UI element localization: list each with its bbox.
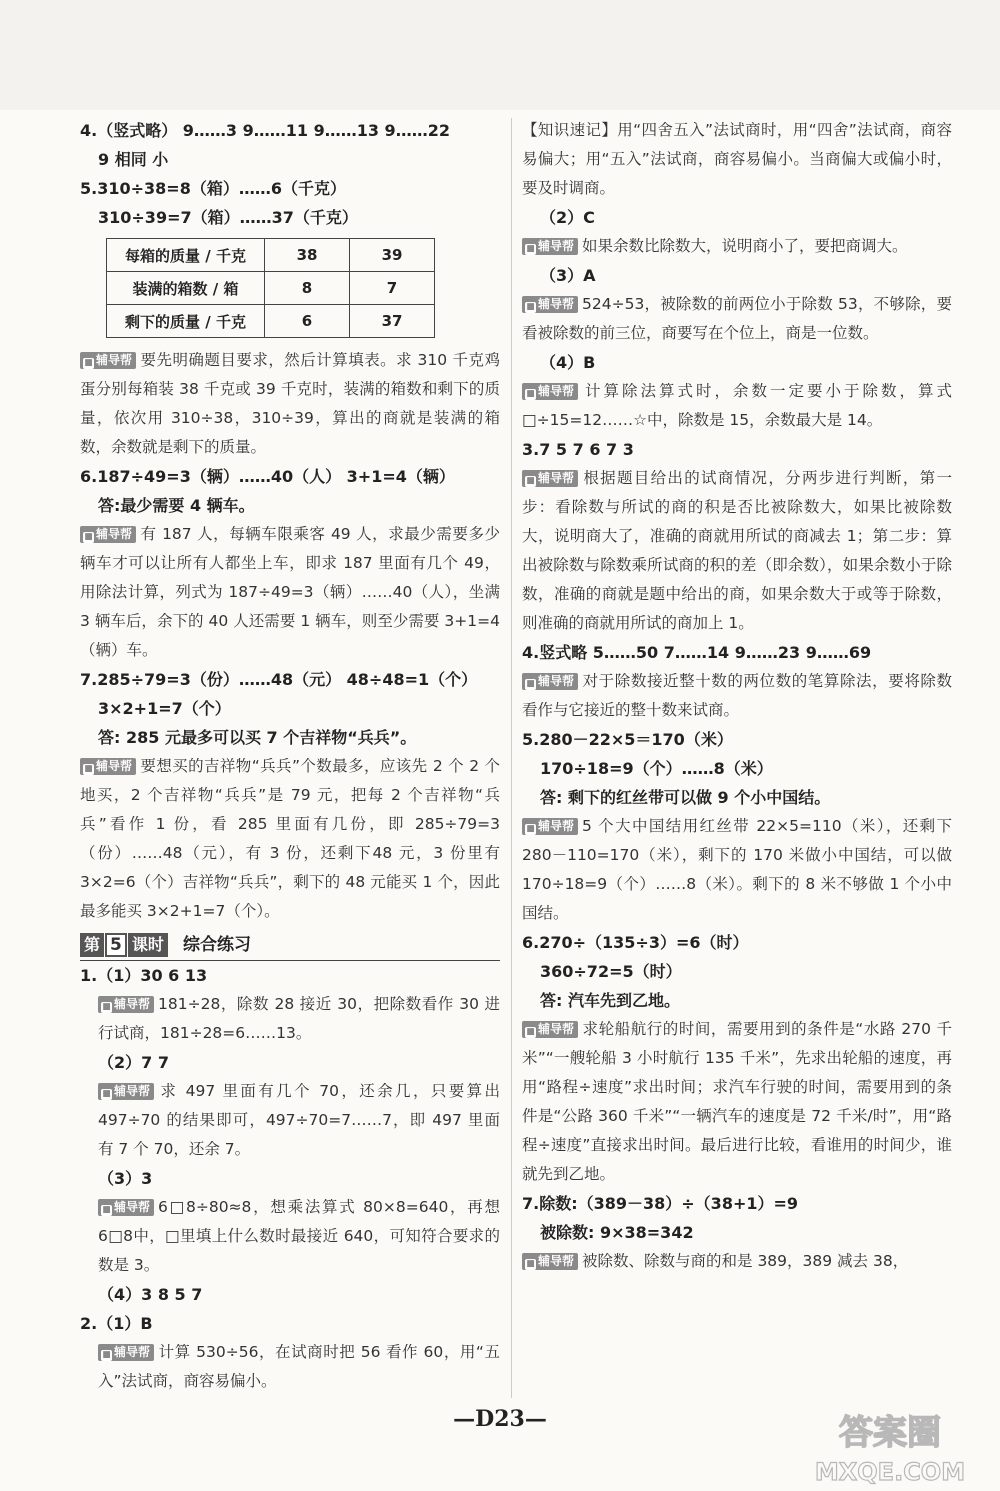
book-icon: ■	[84, 358, 93, 368]
help-badge: ■ 辅导帮	[98, 996, 154, 1013]
lesson-title: 综合练习	[182, 935, 251, 955]
q7-answer-cont: 3×2+1=7（个）	[98, 699, 231, 718]
s1-1-help: ■ 辅导帮 181÷28，除数 28 接近 30，把除数看作 30 进行试商，181÷28=6……13。	[98, 995, 500, 1042]
left-column	[80, 116, 500, 1396]
lesson-suffix: 课时	[128, 933, 168, 957]
q7-answer-right: 7.除数:（389－38）÷（38+1）=9	[522, 1194, 799, 1213]
table-cell: 37	[350, 305, 435, 338]
q7-answer: 7.285÷79=3（份）……48（元） 48÷48=1（个）	[80, 670, 478, 689]
help-badge: ■ 辅导帮	[522, 1021, 578, 1038]
help-badge: ■ 辅导帮	[522, 1253, 578, 1270]
help-badge: ■ 辅导帮	[522, 470, 578, 487]
q7-answer-final: 答: 285 元最多可以买 7 个吉祥物“兵兵”。	[98, 728, 417, 747]
q5-answer-right: 5.280－22×5＝170（米）	[522, 730, 733, 749]
watermark-url: MXQE.COM	[814, 1458, 966, 1486]
book-icon: ■	[84, 764, 93, 774]
knowledge-note: 【知识速记】用“四舍五入”法试商时，用“四舍”法试商，商容易偏大；用“五入”法试商，商容易偏小。当商偏大或偏小时，要及时调商。	[522, 121, 952, 197]
help-badge: ■ 辅导帮	[522, 383, 578, 400]
q4-answer-cont: 9 相同 小	[98, 150, 169, 169]
column-divider	[511, 118, 512, 1398]
help-badge: ■ 辅导帮	[522, 818, 578, 835]
q7-help-right: ■ 辅导帮 被除数、除数与商的和是 389，389 减去 38，	[522, 1247, 952, 1276]
help-badge: ■ 辅导帮	[98, 1083, 154, 1100]
r3-answer: （3）A	[540, 266, 596, 285]
help-badge: ■ 辅导帮	[522, 673, 578, 690]
book-icon: ■	[526, 679, 535, 689]
help-badge: ■ 辅导帮	[98, 1199, 154, 1216]
q5-answer-right-final: 答: 剩下的红丝带可以做 9 个小中国结。	[540, 788, 831, 807]
book-icon: ■	[102, 1089, 111, 1099]
table-row	[107, 239, 435, 272]
q6-answer: 6.187÷49=3（辆）……40（人） 3+1=4（辆）	[80, 467, 455, 486]
help-badge: ■ 辅导帮	[522, 238, 578, 255]
q3-help: ■ 辅导帮 根据题目给出的试商情况，分两步进行判断，第一步：看除数与所试的商的积是否比被除数大，如果比被除数大，说明商大了，准确的商就用所试的商减去 1；第二步：算出被除数与除数乘所试商的积的差（即余数），如果余数小于除数，准确的商就是题中给出的商，如果余数大于或等于除数，则准确的商就用所试的商加上 1。	[522, 469, 952, 632]
q5-answer-right-cont: 170÷18=9（个）……8（米）	[540, 759, 773, 778]
q6-answer-right: 6.270÷（135÷3）=6（时）	[522, 933, 749, 952]
table-cell: 剩下的质量 / 千克	[107, 305, 265, 338]
book-icon: ■	[526, 1027, 535, 1037]
q6-answer-right-cont: 360÷72=5（时）	[540, 962, 682, 981]
table-row	[107, 272, 435, 305]
q5-answer-cont: 310÷39=7（箱）……37（千克）	[98, 208, 358, 227]
q4-answer-right: 4.竖式略 5……50 7……14 9……23 9……69	[522, 643, 872, 662]
book-icon: ■	[526, 824, 535, 834]
book-icon: ■	[102, 1205, 111, 1215]
book-icon: ■	[84, 532, 93, 542]
q4-help-right: ■ 辅导帮 对于除数接近整十数的两位数的笔算除法，要将除数看作与它接近的整十数来试商。	[522, 672, 952, 719]
q6-answer-right-final: 答: 汽车先到乙地。	[540, 991, 680, 1010]
book-icon: ■	[102, 1350, 111, 1360]
r4-answer: （4）B	[540, 353, 596, 372]
help-badge: ■ 辅导帮	[80, 758, 136, 775]
s1-3-answer: （3）3	[98, 1169, 153, 1188]
page-number: —D23—	[453, 1406, 547, 1432]
help-badge: ■ 辅导帮	[98, 1344, 154, 1361]
r2-answer: （2）C	[540, 208, 595, 227]
lesson-header	[80, 930, 500, 961]
book-icon: ■	[526, 476, 535, 486]
table-cell: 装满的箱数 / 箱	[107, 272, 265, 305]
r3-help: ■ 辅导帮 524÷53，被除数的前两位小于除数 53，不够除，要看被除数的前三位，商要写在个位上，商是一位数。	[522, 295, 952, 342]
table-cell: 6	[265, 305, 350, 338]
help-badge: ■ 辅导帮	[80, 352, 136, 369]
book-icon: ■	[526, 1259, 535, 1269]
s2-1-help: ■ 辅导帮 计算 530÷56，在试商时把 56 看作 60，用“五入”法试商，商容易偏小。	[98, 1343, 500, 1390]
lesson-number: 5	[105, 933, 127, 957]
scan-top-band	[0, 0, 1000, 110]
s1-2-help: ■ 辅导帮 求 497 里面有几个 70，还余几，只要算出 497÷70 的结果即可，497÷70=7……7，即 497 里面有 7 个 70，还余 7。	[98, 1082, 500, 1158]
s2-1-answer: 2.（1）B	[80, 1314, 153, 1333]
s1-2-answer: （2）7 7	[98, 1053, 169, 1072]
help-badge: ■ 辅导帮	[522, 296, 578, 313]
q6-help-right: ■ 辅导帮 求轮船航行的时间，需要用到的条件是“水路 270 千米”“一艘轮船 3 小时航行 135 千米”，先求出轮船的速度，再用“路程÷速度”求出时间；求汽车行驶的时间，需要用到的条件是“公路 360 千米”“一辆汽车的速度是 72 千米/时”，用“路程÷速度”直接求出时间。最后进行比较，看谁用的时间少，谁就先到乙地。	[522, 1020, 952, 1183]
q7-help: ■ 辅导帮 要想买的吉祥物“兵兵”个数最多，应该先 2 个 2 个地买，2 个吉祥物“兵兵”是 79 元，把每 2 个吉祥物“兵兵”看作 1 份，看 285 里面有几份，即 285÷79=3（份）……48（元），有 3 份，还剩下48 元，3 份里有 3×2=6（个）吉祥物“兵兵”，剩下的 48 元能买 1 个，因此最多能买 3×2+1=7（个）。	[80, 757, 500, 920]
table-cell: 每箱的质量 / 千克	[107, 239, 265, 272]
s1-3-help: ■ 辅导帮 6□8÷80≈8，想乘法算式 80×8=640，再想 6□8中，□里填上什么数时最接近 640，可知符合要求的数是 3。	[98, 1198, 500, 1274]
book-icon: ■	[526, 244, 535, 254]
watermark-text: 答案圈	[839, 1413, 941, 1453]
table-cell: 7	[350, 272, 435, 305]
table-cell: 38	[265, 239, 350, 272]
q3-answer: 3.7 5 7 6 7 3	[522, 440, 634, 459]
s1-1-answer: 1.（1）30 6 13	[80, 966, 208, 985]
r4-help: ■ 辅导帮 计算除法算式时，余数一定要小于除数，算式□÷15=12……☆中，除数是 15，余数最大是 14。	[522, 382, 952, 429]
table-cell: 39	[350, 239, 435, 272]
watermark-logo	[790, 1400, 990, 1488]
q5-help: ■ 辅导帮 要先明确题目要求，然后计算填表。求 310 千克鸡蛋分别每箱装 38 千克或 39 千克时，装满的箱数和剩下的质量，依次用 310÷38，310÷39，算出的商就是装满的箱数，余数就是剩下的质量。	[80, 351, 500, 456]
q5-answer: 5.310÷38=8（箱）……6（千克）	[80, 179, 346, 198]
q5-help-right: ■ 辅导帮 5 个大中国结用红丝带 22×5=110（米），还剩下280－110=170（米），剩下的 170 米做小中国结，可以做 170÷18=9（个）……8（米）。剩下的 8 米不够做 1 个小中国结。	[522, 817, 952, 922]
r2-help: ■ 辅导帮 如果余数比除数大，说明商小了，要把商调大。	[522, 232, 952, 261]
book-icon: ■	[526, 389, 535, 399]
help-badge: ■ 辅导帮	[80, 526, 136, 543]
book-icon: ■	[102, 1002, 111, 1012]
q6-help: ■ 辅导帮 有 187 人，每辆车限乘客 49 人，求最少需要多少辆车才可以让所有人都坐上车，即求 187 里面有几个 49，用除法计算，列式为 187÷49=3（辆）……40（人），坐满 3 辆车后，余下的 40 人还需要 1 辆车，则至少需要 3+1=4（辆）车。	[80, 525, 500, 659]
s1-4-answer: （4）3 8 5 7	[98, 1285, 203, 1304]
table-row	[107, 305, 435, 338]
table-cell: 8	[265, 272, 350, 305]
q6-answer-cont: 答:最少需要 4 辆车。	[98, 496, 255, 515]
q4-answer: 4.（竖式略） 9……3 9……11 9……13 9……22	[80, 121, 450, 140]
lesson-prefix: 第	[80, 933, 104, 957]
right-column	[522, 116, 952, 1276]
q7-answer-right-cont: 被除数: 9×38=342	[540, 1223, 694, 1242]
book-icon: ■	[526, 302, 535, 312]
q5-table	[106, 238, 435, 338]
